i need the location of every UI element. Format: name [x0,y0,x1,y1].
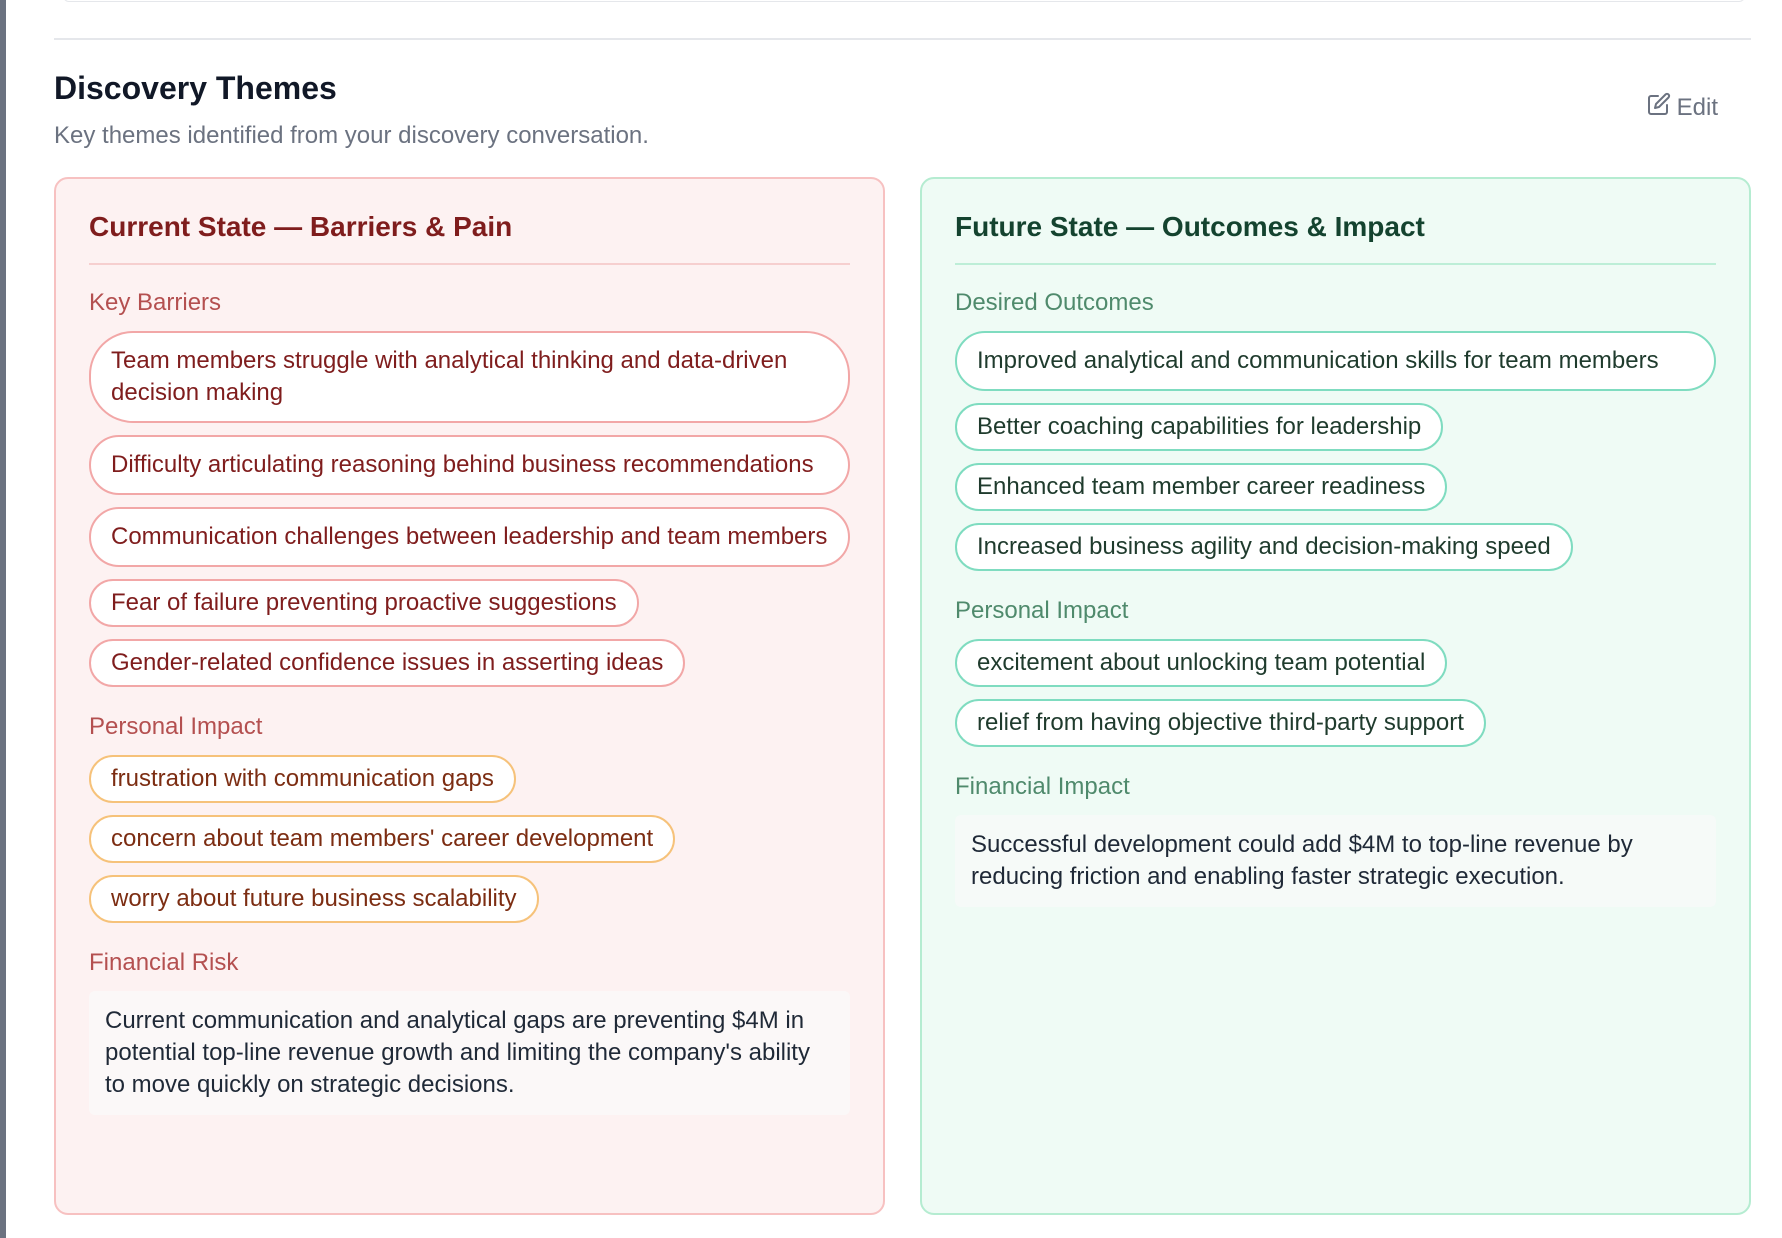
desired-outcomes-label: Desired Outcomes [955,289,1154,316]
personal-impact-chip: concern about team members' career development [89,815,675,863]
outcome-chip: Increased business agility and decision-making speed [955,523,1573,571]
desired-outcomes-list [955,331,1716,571]
discovery-themes-section [54,40,1751,1238]
financial-risk-text: Current communication and analytical gaps are preventing $4M in potential top-line revenue growth and limiting the company's ability to move quickly on strategic decisions. [89,991,850,1115]
key-barriers-list [89,331,850,687]
current-state-panel [54,177,885,1215]
personal-impact-chip: worry about future business scalability [89,875,539,923]
edit-button[interactable] [1647,92,1718,123]
outcome-chip: Enhanced team member career readiness [955,463,1447,511]
themes-panels [54,177,1751,1215]
future-personal-impact-label: Personal Impact [955,597,1129,624]
financial-impact-text: Successful development could add $4M to top-line revenue by reducing friction and enabling faster strategic execution. [955,815,1716,907]
left-rail [0,0,6,1238]
edit-label: Edit [1676,93,1718,121]
key-barriers-label: Key Barriers [89,289,222,316]
current-personal-impact-list [89,755,850,923]
current-state-title: Current State — Barriers & Pain [89,211,850,265]
financial-impact-label: Financial Impact [955,773,1130,800]
barrier-chip: Fear of failure preventing proactive suggestions [89,579,639,627]
pencil-square-icon [1647,92,1671,123]
personal-impact-chip: excitement about unlocking team potential [955,639,1447,687]
barrier-chip: Communication challenges between leadership and team members [89,507,850,567]
barrier-chip: Difficulty articulating reasoning behind business recommendations [89,435,850,495]
personal-impact-chip: relief from having objective third-party support [955,699,1486,747]
future-personal-impact-list [955,639,1716,747]
outcome-chip: Improved analytical and communication skills for team members [955,331,1716,391]
financial-risk-label: Financial Risk [89,949,239,976]
future-state-title: Future State — Outcomes & Impact [955,211,1716,265]
outcome-chip: Better coaching capabilities for leadership [955,403,1443,451]
previous-card-edge [63,0,1745,2]
barrier-chip: Team members struggle with analytical thinking and data-driven decision making [89,331,850,423]
barrier-chip: Gender-related confidence issues in asserting ideas [89,639,685,687]
personal-impact-chip: frustration with communication gaps [89,755,516,803]
section-title: Discovery Themes [54,70,337,106]
current-personal-impact-label: Personal Impact [89,713,263,740]
future-state-panel [920,177,1751,1215]
section-subtitle: Key themes identified from your discovery conversation. [54,122,649,149]
